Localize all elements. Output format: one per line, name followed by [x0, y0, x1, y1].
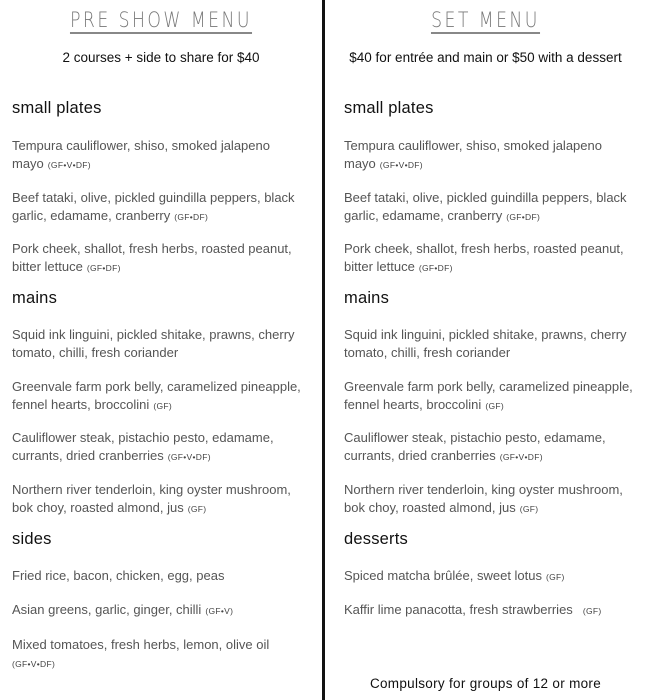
menu-item: [12, 601, 312, 621]
pre-show-menu-title: [29, 8, 293, 34]
menu-item: [344, 240, 644, 277]
menu-item: [344, 429, 644, 466]
item-text: Squid ink linguini, pickled shitake, prawns, cherry tomato, chilli, fresh coriander: [344, 327, 627, 360]
menu-item: [344, 481, 644, 518]
menu-item: [12, 189, 312, 226]
menu-item: [344, 326, 644, 363]
item-text: Northern river tenderloin, king oyster mushroom, bok choy, roasted almond, jus: [344, 482, 623, 515]
pre-show-menu-column: [0, 0, 322, 700]
item-text: Asian greens, garlic, ginger, chilli: [12, 602, 202, 617]
item-text: Fried rice, bacon, chicken, egg, peas: [12, 568, 225, 583]
item-text: Tempura cauliflower, shiso, smoked jalapeno mayo: [12, 138, 270, 171]
dietary-tag: (GF•DF): [174, 211, 209, 222]
section-heading-sides: sides: [12, 530, 52, 548]
section-heading-desserts: desserts: [344, 530, 408, 548]
dietary-tag: (GF•V•DF): [379, 159, 423, 170]
set-menu-footer-note: Compulsory for groups of 12 or more: [369, 676, 602, 691]
item-text: Spiced matcha brûlée, sweet lotus: [344, 568, 542, 583]
pre-show-menu-subtitle: 2 courses + side to share for $40: [62, 50, 260, 65]
item-text: Mixed tomatoes, fresh herbs, lemon, olive oil: [12, 637, 270, 652]
menu-item: [12, 636, 297, 673]
item-text: Cauliflower steak, pistachio pesto, edamame, currants, dried cranberries: [344, 430, 606, 463]
menu-item: [12, 429, 312, 466]
dietary-tag: (GF•V•DF): [12, 658, 56, 669]
item-text: Kaffir lime panacotta, fresh strawberries: [344, 602, 573, 617]
title-text: SET MENU: [431, 8, 540, 32]
menu-item: [12, 137, 312, 174]
menu-item: [344, 567, 644, 587]
item-text: Squid ink linguini, pickled shitake, prawns, cherry tomato, chilli, fresh coriander: [12, 327, 295, 360]
dietary-tag: (GF•V): [205, 606, 234, 616]
section-heading-mains: mains: [344, 289, 390, 307]
menu-item: [12, 378, 312, 415]
menu-item: [12, 240, 312, 277]
set-menu-title: [354, 8, 617, 34]
section-heading-small-plates: small plates: [12, 99, 102, 117]
section-heading-small-plates: small plates: [344, 99, 434, 117]
dietary-tag: (GF•V•DF): [47, 159, 91, 170]
menu-item: [344, 378, 644, 415]
dietary-tag: (GF): [187, 503, 207, 514]
item-text: Beef tataki, olive, pickled guindilla peppers, black garlic, edamame, cranberry: [12, 190, 295, 223]
dietary-tag: (GF): [582, 606, 602, 616]
section-heading-mains: mains: [12, 289, 58, 307]
set-menu-column: [325, 0, 646, 700]
dietary-tag: (GF•DF): [86, 262, 121, 273]
menu-item: [12, 481, 312, 518]
item-text: Northern river tenderloin, king oyster mushroom, bok choy, roasted almond, jus: [12, 482, 291, 515]
dietary-tag: (GF•V•DF): [499, 451, 543, 462]
menu-item: [12, 326, 312, 363]
item-text: Cauliflower steak, pistachio pesto, edamame, currants, dried cranberries: [12, 430, 274, 463]
item-text: Greenvale farm pork belly, caramelized pineapple, fennel hearts, broccolini: [12, 379, 301, 412]
dietary-tag: (GF•V•DF): [167, 451, 211, 462]
menu-item: [344, 601, 644, 621]
menu-item: [344, 137, 644, 174]
item-text: Tempura cauliflower, shiso, smoked jalapeno mayo: [344, 138, 602, 171]
item-text: Pork cheek, shallot, fresh herbs, roasted peanut, bitter lettuce: [344, 241, 624, 274]
dietary-tag: (GF): [153, 400, 172, 411]
dietary-tag: (GF): [519, 503, 539, 514]
set-menu-subtitle: $40 for entrée and main or $50 with a dessert: [349, 50, 622, 65]
menu-item: [344, 189, 644, 226]
item-text: Greenvale farm pork belly, caramelized pineapple, fennel hearts, broccolini: [344, 379, 633, 412]
dietary-tag: (GF): [485, 400, 504, 411]
dietary-tag: (GF•DF): [418, 262, 453, 273]
item-text: Pork cheek, shallot, fresh herbs, roasted peanut, bitter lettuce: [12, 241, 292, 274]
title-text: PRE SHOW MENU: [70, 8, 252, 32]
menu-item: [12, 567, 312, 587]
dietary-tag: (GF•DF): [506, 211, 541, 222]
item-text: Beef tataki, olive, pickled guindilla peppers, black garlic, edamame, cranberry: [344, 190, 627, 223]
dietary-tag: (GF): [546, 572, 565, 582]
